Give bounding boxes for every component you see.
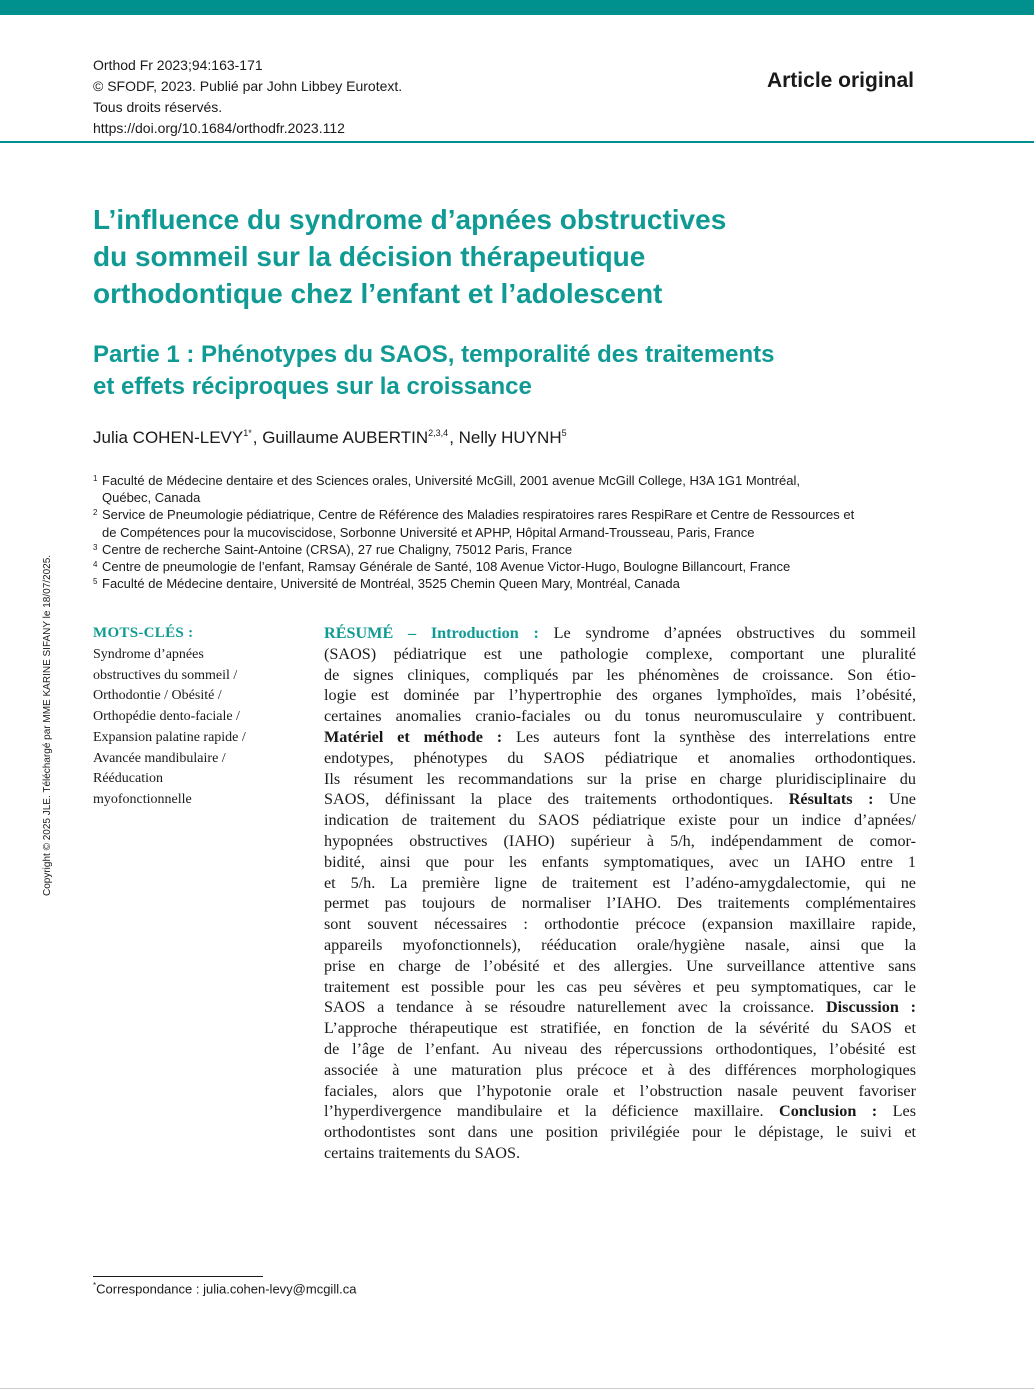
author-name: Guillaume AUBERTIN bbox=[262, 428, 429, 447]
abstract-text-run: Le syndrome d’apnées obstructives du sommeil bbox=[538, 624, 916, 642]
author-name: Julia COHEN-LEVY bbox=[93, 428, 244, 447]
abstract-text bbox=[324, 623, 916, 1164]
abstract-line bbox=[324, 893, 916, 914]
abstract-text-run: associée à une maturation plus précoce et à des différences morphologiques bbox=[324, 1060, 916, 1079]
subtitle-line: et effets réciproques sur la croissance bbox=[93, 373, 532, 400]
abstract-line bbox=[324, 977, 916, 998]
abstract-text-run: et 5/h. La première ligne de traitement est l’adéno-amygdalectomie, qui ne bbox=[324, 873, 916, 892]
affiliation-number: 1 bbox=[93, 474, 98, 483]
affiliation-line: Faculté de Médecine dentaire et des Sciences orales, Université McGill, 2001 avenue McGill College, H3A 1G1 Montréal, bbox=[102, 473, 801, 488]
abstract-line bbox=[324, 727, 916, 748]
abstract-line bbox=[324, 997, 916, 1018]
abstract-section-heading: RÉSUMÉ – Introduction : bbox=[324, 624, 539, 642]
abstract-text-run: Les bbox=[877, 1102, 917, 1121]
abstract-line bbox=[324, 1018, 916, 1039]
abstract-text-run: SAOS, définissant la place des traitements orthodontiques. bbox=[324, 790, 789, 809]
abstract-text-run: prise en charge de l’obésité et des allergies. Une surveillance attentive sans bbox=[324, 956, 916, 975]
abstract-line bbox=[324, 810, 916, 831]
article-subtitle bbox=[93, 339, 973, 403]
abstract-text-run: logie est dominée par l’hypertrophie des organes lymphoïdes, mais l’obésité, bbox=[324, 686, 916, 705]
author-separator: , bbox=[252, 428, 263, 447]
abstract-text-run: certains traitements du SAOS. bbox=[324, 1143, 521, 1162]
abstract-line bbox=[324, 935, 916, 956]
download-watermark: Copyright © 2025 JLE. Téléchargé par MME KARINE SIFANY le 18/07/2025. bbox=[42, 554, 53, 896]
abstract-line bbox=[324, 873, 916, 894]
abstract-text-run: traitement est possible pour les cas peu sévères et peu symptomatiques, car le bbox=[324, 977, 916, 996]
abstract-section-heading: Matériel et méthode : bbox=[324, 727, 503, 746]
abstract-line bbox=[324, 665, 916, 686]
keyword-line: Rééducation bbox=[93, 771, 163, 787]
article-type-label: Article original bbox=[766, 69, 914, 92]
correspondence-text[interactable]: Correspondance : julia.cohen-levy@mcgill.ca bbox=[96, 1281, 357, 1297]
author-affiliation-marker: 2,3,4 bbox=[428, 428, 449, 438]
abstract-text-run: SAOS a tendance à se résoudre naturellement avec la croissance. bbox=[324, 998, 826, 1017]
abstract-text-run: L’approche thérapeutique est stratifiée, en fonction de la sévérité du SAOS et bbox=[324, 1019, 916, 1038]
correspondence-footnote bbox=[93, 1281, 356, 1296]
abstract-line bbox=[324, 1122, 916, 1143]
keyword-line: Orthodontie / Obésité / bbox=[93, 688, 222, 704]
affiliation-line: de Compétences pour la mucoviscidose, Sorbonne Université et APHP, Hôpital Armand-Trousseau, Paris, France bbox=[102, 524, 755, 540]
affiliation-number: 3 bbox=[93, 542, 98, 552]
page-bottom-edge bbox=[0, 1388, 1034, 1389]
abstract-text-run: orthodontistes sont dans une position privilégiée pour le dépistage, le suivi et bbox=[324, 1123, 916, 1142]
abstract-line bbox=[324, 623, 916, 644]
affiliation-item bbox=[93, 558, 923, 575]
affiliation-item bbox=[93, 541, 923, 558]
abstract-line bbox=[324, 644, 916, 665]
abstract-text-run: sont souvent nécessaires : orthodontie précoce (expansion maxillaire rapide, bbox=[324, 915, 916, 934]
keyword-line: obstructives du sommeil / bbox=[93, 667, 238, 683]
abstract-line bbox=[324, 1101, 916, 1122]
abstract-line bbox=[324, 956, 916, 977]
keywords-list bbox=[93, 645, 293, 811]
footnote-divider bbox=[93, 1276, 263, 1277]
abstract-text-run: faciales, alors que l’hypotonie orale et l’obstruction nasale peuvent favoriser bbox=[324, 1081, 916, 1100]
abstract-line bbox=[324, 748, 916, 769]
header-divider bbox=[0, 141, 1034, 143]
keyword-line: Expansion palatine rapide / bbox=[93, 729, 246, 745]
affiliation-line: Faculté de Médecine dentaire, Université de Montréal, 3525 Chemin Queen Mary, Montréal, Canada bbox=[102, 576, 680, 592]
abstract-line bbox=[324, 852, 916, 873]
affiliation-line: Centre de recherche Saint-Antoine (CRSA), 27 rue Chaligny, 75012 Paris, France bbox=[102, 541, 573, 557]
abstract-line bbox=[324, 1039, 916, 1060]
title-line: L’influence du syndrome d’apnées obstructives bbox=[93, 204, 727, 235]
author-affiliation-marker: 1* bbox=[243, 428, 252, 438]
journal-citation: Orthod Fr 2023;94:163-171 bbox=[93, 57, 263, 73]
abstract-section-heading: Conclusion : bbox=[779, 1102, 878, 1121]
abstract-line bbox=[324, 1143, 916, 1164]
abstract-text-run: certaines anomalies cranio-faciales ou du tonus neuromusculaire y contribuent. bbox=[324, 707, 916, 726]
affiliation-item bbox=[93, 472, 923, 506]
affiliation-number: 2 bbox=[93, 508, 98, 518]
keywords-block bbox=[93, 625, 293, 811]
affiliation-line: Québec, Canada bbox=[102, 490, 201, 506]
abstract-text-run: endotypes, phénotypes du SAOS pédiatrique et anomalies orthodontiques. bbox=[324, 748, 916, 767]
affiliation-number: 4 bbox=[93, 560, 98, 570]
abstract-text-run: bidité, ainsi que pour les enfants symptomatiques, avec un IAHO entre 1 bbox=[324, 852, 916, 871]
keyword-line: Syndrome d’apnées bbox=[93, 647, 204, 662]
affiliation-number: 5 bbox=[93, 577, 98, 587]
abstract-text-run: de signes cliniques, compliqués par les phénomènes de croissance. Son étio- bbox=[324, 665, 916, 684]
abstract-text-run: Ils résument les recommandations sur la prise en charge pluridisciplinaire du bbox=[324, 769, 916, 788]
rights-line: Tous droits réservés. bbox=[93, 99, 223, 115]
abstract-line bbox=[324, 831, 916, 852]
subtitle-line: Partie 1 : Phénotypes du SAOS, temporalité des traitements bbox=[93, 341, 775, 368]
abstract-text-run: appareils myofonctionnels), rééducation orale/hygiène nasale, ainsi que la bbox=[324, 935, 916, 954]
author-affiliation-marker: 5 bbox=[561, 428, 567, 438]
keyword-line: myofonctionnelle bbox=[93, 791, 192, 807]
abstract-line bbox=[324, 789, 916, 810]
abstract-text-run: hypopnées obstructives (IAHO) supérieur à 5/h, indépendamment de comor- bbox=[324, 831, 916, 850]
abstract-line bbox=[324, 1081, 916, 1102]
abstract-line bbox=[324, 685, 916, 706]
author-list bbox=[93, 428, 568, 448]
title-line: du sommeil sur la décision thérapeutique bbox=[93, 241, 646, 272]
journal-meta bbox=[93, 55, 402, 139]
abstract-text-run: permet pas toujours de normaliser l’IAHO. Des traitements complémentaires bbox=[324, 894, 916, 913]
footnote-marker: * bbox=[93, 1281, 97, 1290]
copyright-line: © SFODF, 2023. Publié par John Libbey Eurotext. bbox=[93, 78, 403, 94]
abstract-text-run: Les auteurs font la synthèse des interrelations entre bbox=[502, 727, 916, 746]
top-accent-bar bbox=[0, 0, 1034, 15]
abstract-section-heading: Discussion : bbox=[825, 998, 916, 1017]
doi-link[interactable]: https://doi.org/10.1684/orthodfr.2023.112 bbox=[93, 120, 345, 136]
abstract-text-run: Une bbox=[873, 790, 916, 809]
author-name: Nelly HUYNH bbox=[458, 428, 562, 447]
keyword-line: Avancée mandibulaire / bbox=[93, 750, 226, 766]
affiliation-list bbox=[93, 472, 923, 592]
abstract-line bbox=[324, 1060, 916, 1081]
keyword-line: Orthopédie dento-faciale / bbox=[93, 709, 240, 725]
abstract-line bbox=[324, 769, 916, 790]
affiliation-line: Service de Pneumologie pédiatrique, Centre de Référence des Maladies respiratoires rares RespiRare et Centre de Ressources et bbox=[102, 507, 855, 523]
abstract-line bbox=[324, 914, 916, 935]
affiliation-line: Centre de pneumologie de l’enfant, Ramsay Générale de Santé, 108 Avenue Victor-Hugo, Boulogne Billancourt, France bbox=[102, 559, 791, 575]
affiliation-item bbox=[93, 575, 923, 592]
abstract-line bbox=[324, 706, 916, 727]
keywords-heading: MOTS-CLÉS : bbox=[93, 625, 194, 641]
affiliation-item bbox=[93, 506, 923, 540]
abstract-section-heading: Résultats : bbox=[788, 790, 874, 809]
title-line: orthodontique chez l’enfant et l’adolescent bbox=[93, 278, 663, 309]
abstract-text-run: (SAOS) pédiatrique est une pathologie complexe, comportant une pluralité bbox=[324, 644, 916, 663]
abstract-text-run: l’hyperdivergence mandibulaire et la déficience maxillaire. bbox=[324, 1102, 779, 1121]
abstract-text-run: de l’âge de l’enfant. Au niveau des répercussions orthodontiques, l’obésité est bbox=[324, 1039, 916, 1058]
article-title bbox=[93, 201, 953, 312]
author-separator: , bbox=[449, 428, 459, 447]
abstract-text-run: indication de traitement du SAOS pédiatrique existe pour un indice d’apnées/ bbox=[324, 811, 916, 830]
